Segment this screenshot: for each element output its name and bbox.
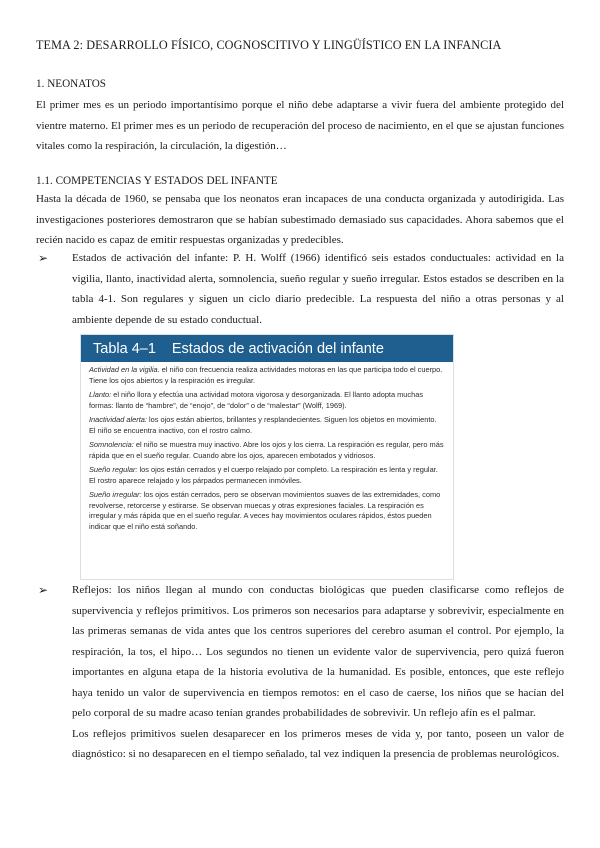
table-row-term: Llanto:	[89, 390, 112, 399]
table-row-description: el niño llora y efectúa una actividad motora vigorosa y desorganizada. El llanto adopta muchas formas: llanto de “hambre”, de “enojo”, de “dolor” o de “malestar” (Wolff, 1969).	[89, 390, 424, 410]
table-row-description: los ojos están cerrados, pero se observan movimientos suaves de las extremidades, como revolverse, retorcerse y estirarse. Se observan muecas y otras expresiones faciales. La respiración es irregular y más rápida que en el sueño regular. A veces hay movimientos oculares rápidos, éstos pueden indicar que el niño está soñando.	[89, 490, 441, 532]
table-row	[89, 465, 445, 486]
bullet-estados-text: Estados de activación del infante: P. H. Wolff (1966) identificó seis estados conductuales: actividad en la vigilia, llanto, inactividad alerta, somnolencia, sueño regular y sueño irregular. Estos estados se describen en la tabla 4-1. Son regulares y siguen un ciclo diario predecible. La respuesta del niño a otras personas y al ambiente depende de su estado conductual.	[72, 252, 564, 326]
section-heading-neonatos: 1. NEONATOS	[36, 78, 107, 90]
table-number: Tabla 4–1	[93, 340, 156, 357]
table-row-term: Somnolencia:	[89, 440, 134, 449]
table-title: Estados de activación del infante	[171, 340, 384, 357]
arrow-bullet-icon: ➢	[38, 251, 49, 265]
table-row	[89, 440, 445, 461]
table-4-1-image	[80, 334, 454, 580]
table-row	[89, 415, 445, 436]
table-row-description: los ojos están abiertos, brillantes y resplandecientes. Siguen los objetos en movimiento. El niño se encuentra inactivo, con el rostro calmo.	[89, 415, 437, 435]
table-row-term: Sueño irregular:	[89, 490, 142, 499]
bullet-estados	[36, 248, 564, 330]
table-row-description: el niño se muestra muy inactivo. Abre los ojos y los cierra. La respiración es regular, pero más rápida que en el sueño regular. Cuando abre los ojos, aparecen embotados y vidriosos.	[89, 440, 444, 460]
table-row-term: Sueño regular:	[89, 465, 138, 474]
bullet-reflejos-text: Reflejos: los niños llegan al mundo con conductas biológicas que pueden clasificarse como reflejos de supervivencia y reflejos primitivos. Los primeros son necesarios para adaptarse y sobrevivir, especialmente en las primeras semanas de vida antes que los centros superiores del cerebro asuman el control. Por ejemplo, la respiración, la tos, el hipo… Los segundos no tienen un evidente valor de supervivencia, pero quizá fueron importantes en alguna etapa de la historia evolutiva de la humanidad. Es posible, entonces, que este reflejo haya tenido un valor de supervivencia en tiempos remotos: en el caso de caerse, los niños que se hacían del pelo corporal de su madre acaso tenían grandes probabilidades de sobrevivir. Un reflejo afín es el palmar.	[72, 584, 564, 719]
table-row-description: los ojos están cerrados y el cuerpo relajado por completo. La respiración es lenta y regular. El rostro aparece relajado y los párpados permanecen inmóviles.	[89, 465, 438, 485]
table-row-term: Actividad en la vigilia.	[89, 365, 160, 374]
table-header	[81, 335, 453, 362]
section-heading-competencias: 1.1. COMPETENCIAS Y ESTADOS DEL INFANTE	[36, 175, 278, 187]
table-row	[89, 490, 445, 533]
table-row-term: Inactividad alerta:	[89, 415, 147, 424]
bullet-reflejos-followup: Los reflejos primitivos suelen desaparecer en los primeros meses de vida y, por tanto, poseen un valor de diagnóstico: si no desaparecen en el tiempo señalado, tal vez indiquen la presencia de problemas neurológicos.	[72, 727, 564, 760]
table-row-description: el niño con frecuencia realiza actividades motoras en las que participa todo el cuerpo. Tiene los ojos abiertos y la respiración es irregular.	[89, 365, 443, 385]
table-row	[89, 390, 445, 411]
paragraph-neonatos: El primer mes es un periodo importantísimo porque el niño debe adaptarse a vivir fuera del ambiente protegido del vientre materno. El primer mes es un periodo de recuperación del proceso de nacimiento, en el que se ajustan funciones vitales como la respiración, la circulación, la digestión…	[36, 99, 564, 152]
bullet-reflejos	[36, 580, 564, 765]
document-title: TEMA 2: DESARROLLO FÍSICO, COGNOSCITIVO Y LINGÜÍSTICO EN LA INFANCIA	[36, 38, 502, 52]
table-row	[89, 365, 445, 386]
table-body	[81, 362, 453, 533]
paragraph-competencias: Hasta la década de 1960, se pensaba que los neonatos eran incapaces de una conducta organizada y autodirigida. Las investigaciones posteriores demostraron que se habían subestimado demasiado sus capacidades. Ahora sabemos que el recién nacido es capaz de emitir respuestas organizadas y predecibles.	[36, 193, 564, 246]
arrow-bullet-icon: ➢	[38, 583, 49, 597]
